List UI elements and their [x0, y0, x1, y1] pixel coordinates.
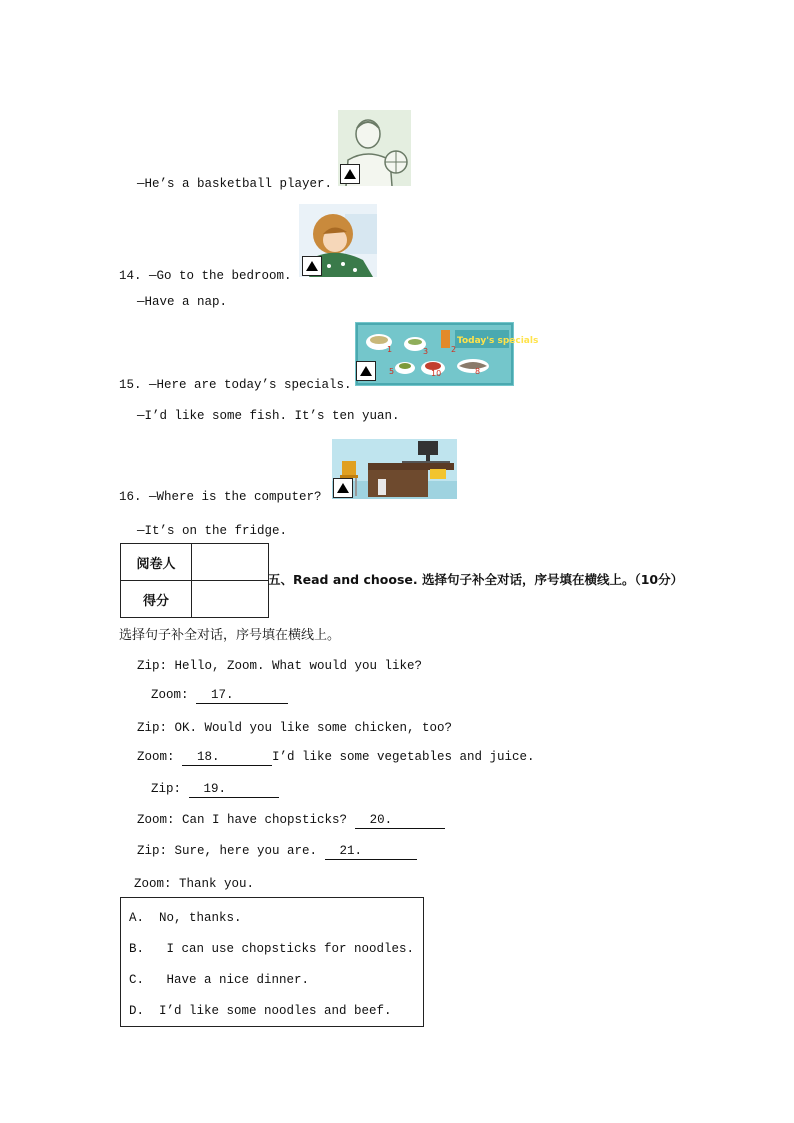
dialogue-line-4 — [137, 749, 535, 766]
q14-prompt: 14. —Go to the bedroom. — [119, 269, 292, 283]
q14-answer: —Have a nap. — [137, 295, 228, 309]
q15-answer: —I’d like some fish. It’s ten yuan. — [137, 409, 400, 423]
price-5: 5 — [389, 367, 395, 376]
option-c: C. Have a nice dinner. — [129, 973, 310, 987]
line-4-rest: I’d like some vegetables and juice. — [272, 750, 535, 764]
blank-number: 18. — [197, 750, 220, 764]
reviewer-field[interactable] — [192, 544, 269, 581]
girl-napping-picture — [299, 204, 377, 277]
play-triangle-icon[interactable] — [356, 361, 376, 381]
price-2: 2 — [451, 345, 457, 354]
section5-heading: 五、Read and choose. 选择句子补全对话，序号填在横线上。（10分） — [268, 572, 684, 587]
q13-answer: —He’s a basketball player. — [137, 177, 333, 191]
play-triangle-icon[interactable] — [340, 164, 360, 184]
computer-desk-picture — [332, 439, 457, 499]
answer-blank-18[interactable] — [182, 749, 272, 766]
speaker-zoom: Zoom: — [137, 750, 183, 764]
line-7-text: Zip: Sure, here you are. — [137, 844, 325, 858]
options-box — [120, 897, 424, 1027]
dialogue-line-3: Zip: OK. Would you like some chicken, too? — [137, 721, 453, 735]
play-triangle-icon[interactable] — [333, 478, 353, 498]
q16-prompt: 16. —Where is the computer? — [119, 490, 322, 504]
answer-blank-21[interactable] — [325, 843, 417, 860]
dialogue-line-6 — [137, 812, 445, 829]
speaker-zoom: Zoom: — [151, 688, 197, 702]
blank-number: 20. — [369, 813, 393, 827]
speaker-zip: Zip: — [151, 782, 189, 796]
price-8: 8 — [475, 367, 481, 376]
price-10: 10 — [431, 369, 442, 378]
dialogue-line-7 — [137, 843, 417, 860]
line-6-text: Zoom: Can I have chopsticks? — [137, 813, 355, 827]
blank-number: 17. — [211, 688, 234, 702]
dialogue-line-1: Zip: Hello, Zoom. What would you like? — [137, 659, 423, 673]
answer-blank-17[interactable] — [196, 687, 288, 704]
todays-specials-picture — [355, 322, 539, 386]
reviewer-label: 阅卷人 — [121, 544, 192, 581]
price-1: 1 — [387, 345, 393, 354]
dialogue-line-5 — [151, 781, 279, 798]
specials-banner-title: Today's specials — [457, 336, 539, 346]
q16-answer: —It’s on the fridge. — [137, 524, 288, 538]
option-b: B. I can use chopsticks for noodles. — [129, 942, 415, 956]
blank-number: 21. — [339, 844, 363, 858]
answer-blank-20[interactable] — [355, 812, 445, 829]
score-field[interactable] — [192, 581, 269, 618]
q15-prompt: 15. —Here are today’s specials. — [119, 378, 352, 392]
option-a: A. No, thanks. — [129, 911, 242, 925]
grade-box — [120, 543, 269, 618]
price-3: 3 — [423, 347, 429, 356]
basketball-player-picture — [338, 110, 411, 186]
answer-blank-19[interactable] — [189, 781, 279, 798]
blank-number: 19. — [203, 782, 227, 796]
dialogue-line-8: Zoom: Thank you. — [134, 877, 255, 891]
score-label: 得分 — [121, 581, 192, 618]
dialogue-line-2 — [151, 687, 288, 704]
option-d: D. I’d like some noodles and beef. — [129, 1004, 392, 1018]
play-triangle-icon[interactable] — [302, 256, 322, 276]
section5-instruction: 选择句子补全对话，序号填在横线上。 — [119, 628, 341, 643]
